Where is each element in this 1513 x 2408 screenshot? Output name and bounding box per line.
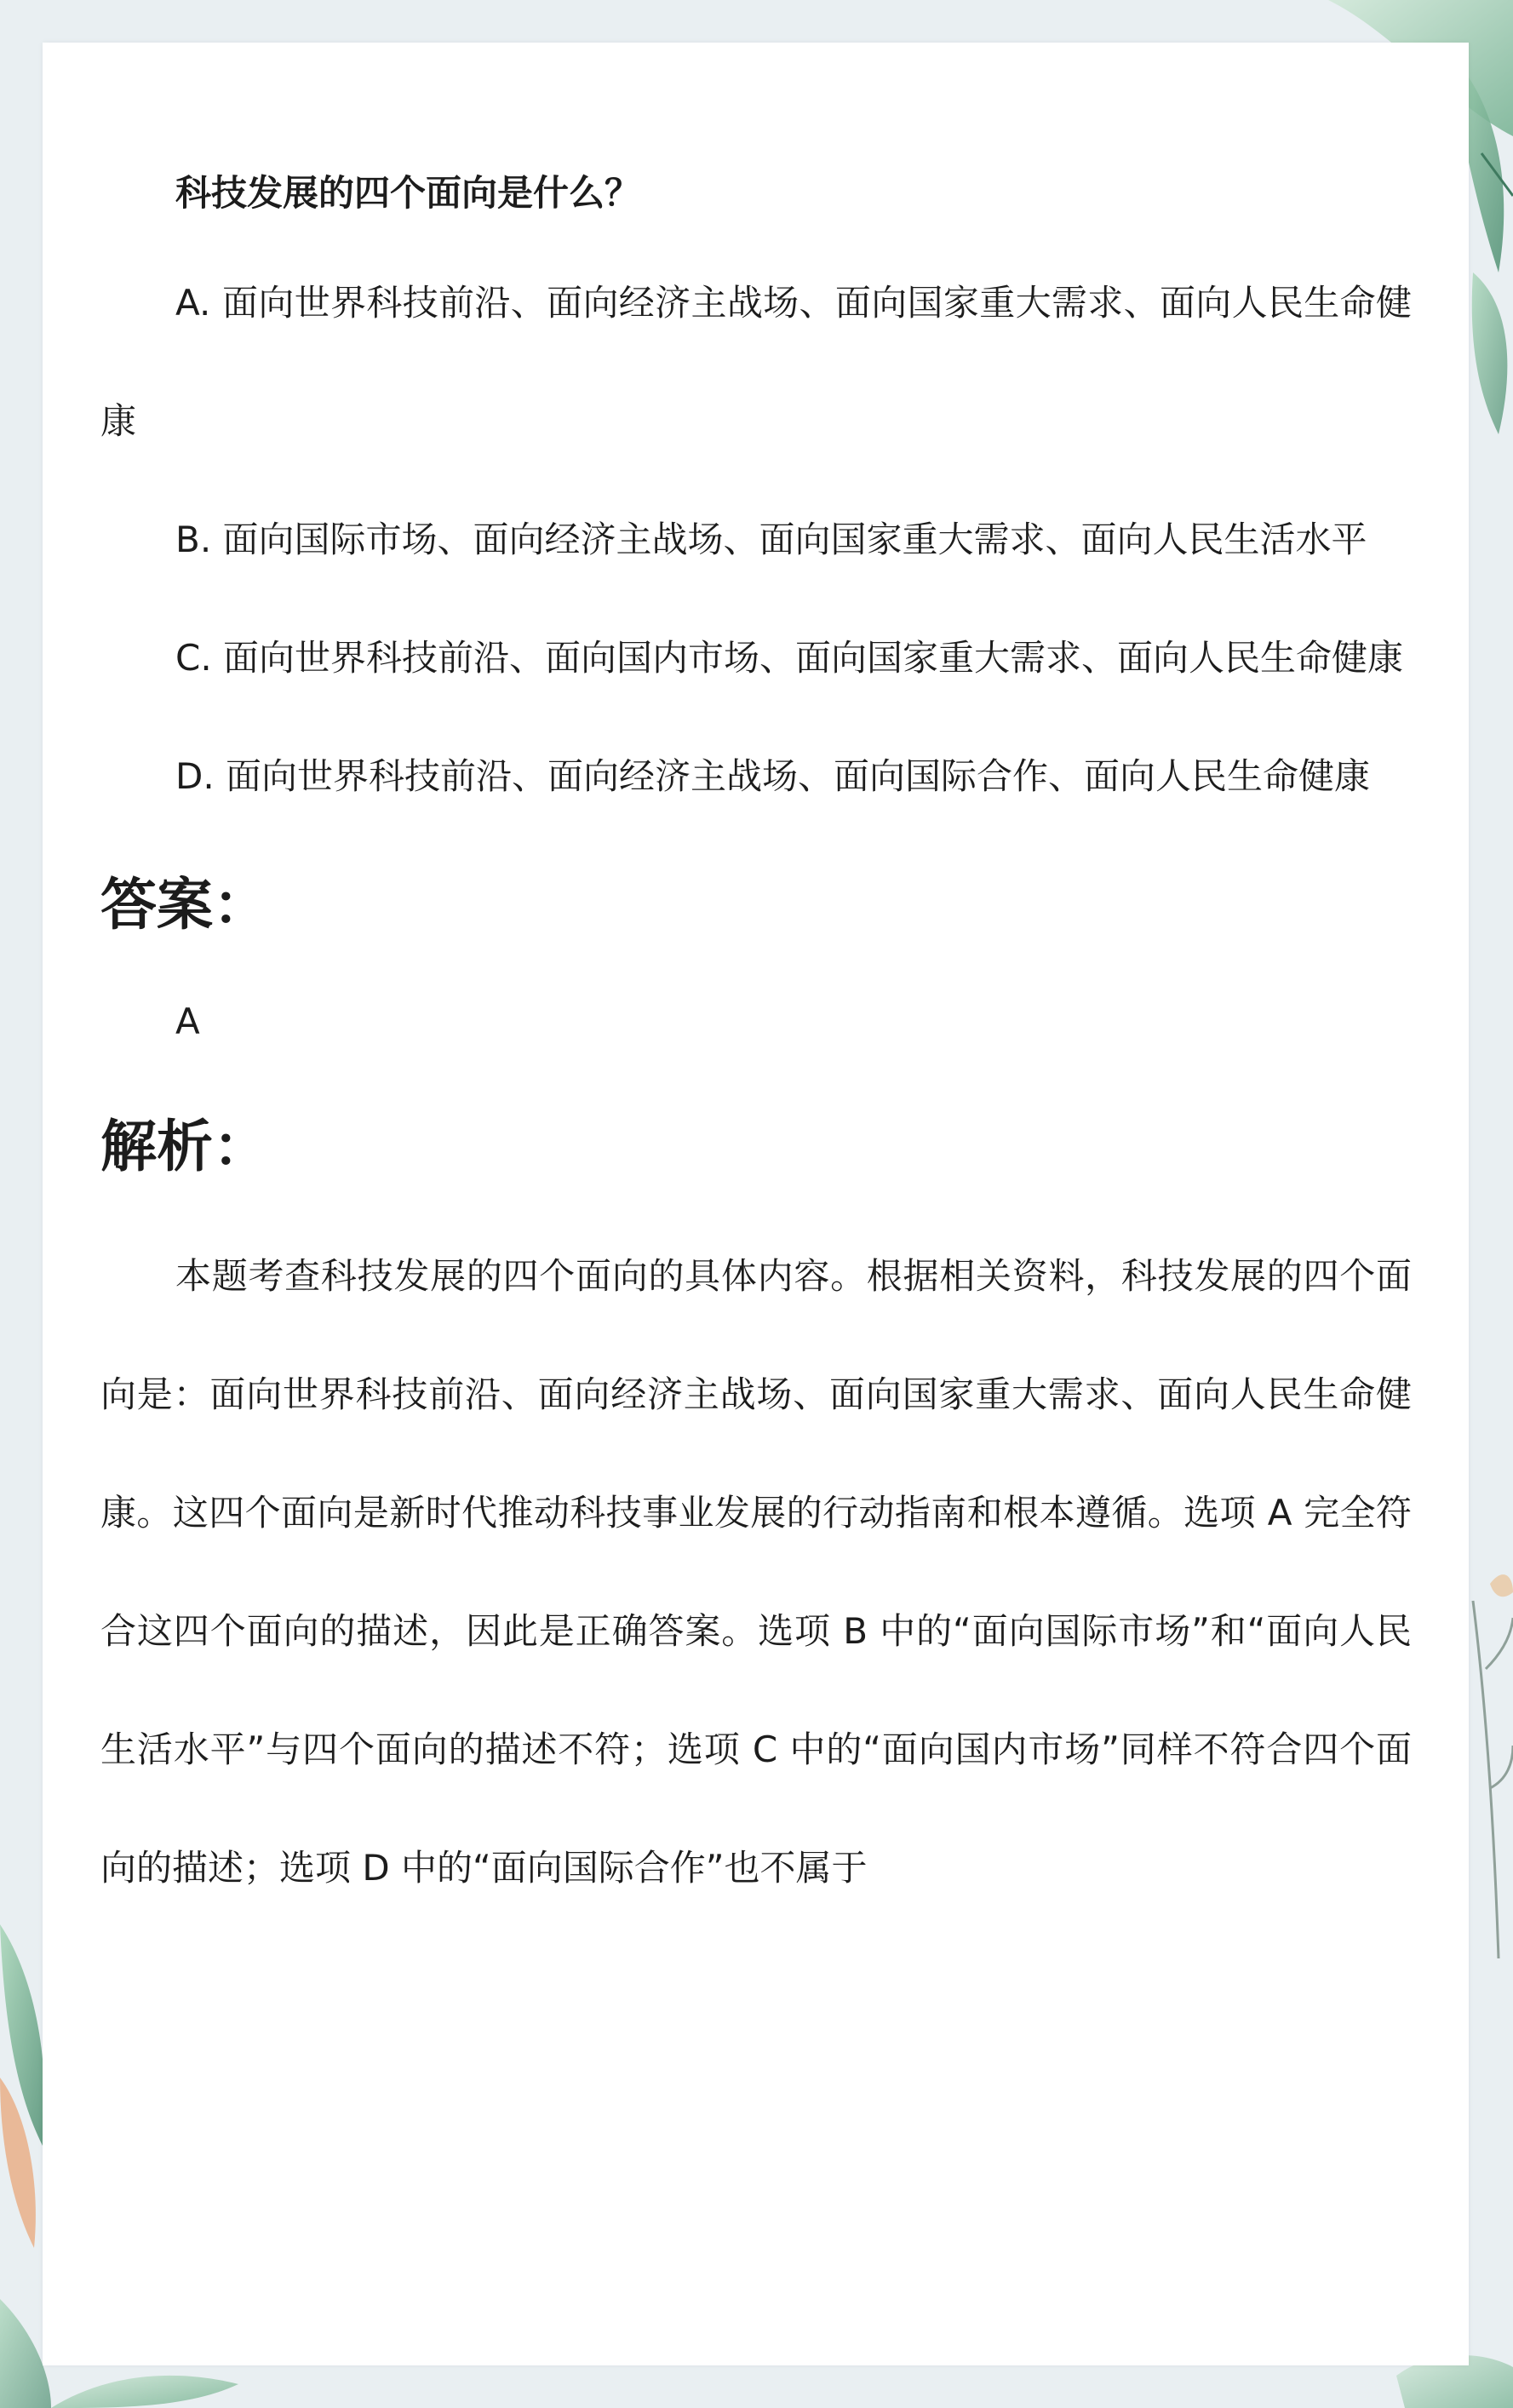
option-b: B. 面向国际市场、面向经济主战场、面向国家重大需求、面向人民生活水平 (175, 519, 1367, 560)
analysis-text: 本题考查科技发展的四个面向的具体内容。根据相关资料，科技发展的四个面向是：面向世界科技前沿、面向经济主战场、面向国家重大需求、面向人民生命健康。这四个面向是新时代推动科技事业发展的行动指南和根本遵循。选项 A 完全符合这四个面向的描述，因此是正确答案。选项 B 中的“面向国际市场”和“面向人民生活水平”与四个面向的描述不符；选项 C 中的“面向国内市场”同样不符合四个面向的描述；选项 D 中的“面向国际合作”也不属于 (100, 1255, 1412, 1889)
document-content (100, 143, 1412, 1927)
answer-heading: 答案： (100, 872, 269, 937)
question-title: 科技发展的四个面向是什么？ (175, 172, 641, 214)
twig-right-icon (1473, 1601, 1513, 1958)
option-c: C. 面向世界科技前沿、面向国内市场、面向国家重大需求、面向人民生命健康 (175, 637, 1404, 679)
options-list (100, 244, 1412, 835)
option-a: A. 面向世界科技前沿、面向经济主战场、面向国家重大需求、面向人民生命健康 (100, 282, 1412, 442)
document-page (43, 43, 1469, 2365)
analysis-heading: 解析： (100, 1114, 269, 1179)
option-d: D. 面向世界科技前沿、面向经济主战场、面向国际合作、面向人民生命健康 (175, 755, 1371, 797)
answer-value: A (175, 1000, 200, 1042)
